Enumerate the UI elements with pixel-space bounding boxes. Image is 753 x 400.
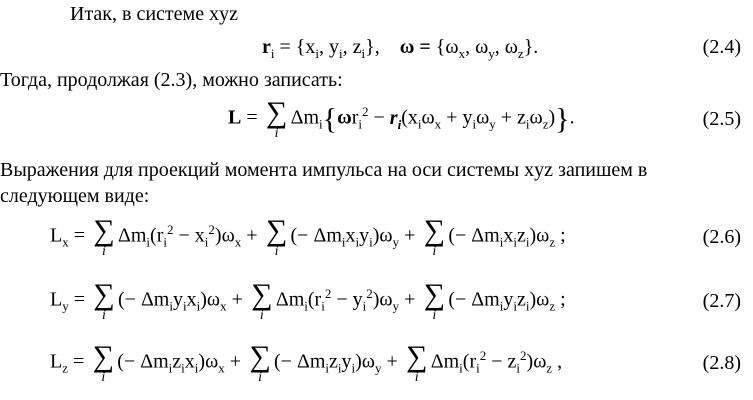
text-continue-line: Тогда, продолжая (2.3), можно записать: — [0, 69, 343, 91]
equation-2-5 — [0, 96, 753, 156]
summation-symbol: ∑ i — [93, 214, 115, 259]
equation-2-8-body: $L_z$ = ∑ i (− $\Delta m_iz_ix_i)\omega_x$ + ∑ i (− $\Delta m_iz_iy_i)\omega_y$ + ∑ i $\Delta m_i(r_i^2 - z_i^2)\omega_z$ , — [50, 340, 563, 385]
summation-symbol: ∑ i — [423, 214, 446, 259]
equation-2-6-body: $L_x$ = ∑ i $\Delta m_i(r_i^2 - x_i^2)\omega_x$ + ∑ i (− $\Delta m_ix_iy_i)\omega_y$ + ∑ i (− $\Delta m_ix_iz_i)\omega_z$ ; — [50, 214, 566, 259]
summation-symbol: ∑ i — [92, 340, 114, 385]
summation-symbol: ∑ i — [265, 214, 288, 259]
summation-symbol: ∑ i — [93, 278, 115, 323]
equation-2-7 — [0, 278, 753, 338]
text-form-line: следующем виде: — [0, 185, 150, 207]
summation-symbol: ∑ i — [265, 96, 288, 141]
summation-symbol: ∑ i — [251, 278, 273, 323]
equation-number: (2.4) — [702, 36, 741, 58]
equation-2-8 — [0, 340, 753, 400]
equation-2-7-body: $L_y$ = ∑ i (− $\Delta m_iy_ix_i)\omega_x$ + ∑ i $\Delta m_i(r_i^2 - y_i^2)\omega_y$ + ∑ i (− $\Delta m_iy_iz_i)\omega_z$ ; — [50, 278, 566, 323]
equation-number: (2.8) — [702, 352, 741, 374]
equation-number: (2.6) — [702, 226, 741, 248]
text-intro-line: Итак, в системе xyz — [70, 3, 238, 25]
equation-number: (2.7) — [702, 290, 741, 312]
summation-symbol: ∑ i — [423, 278, 446, 323]
summation-symbol: ∑ i — [406, 340, 428, 385]
equation-2-6 — [0, 214, 753, 274]
equation-number: (2.5) — [702, 108, 741, 130]
equation-2-4-body: $r_i = \{x_i$, $y_i$, $z_i$}, $\omega = \{\omega_x$, $\omega_y$, $\omega_z$}. — [262, 36, 539, 61]
text-projection-line: Выражения для проекций момента импульса на оси системы xyz запишем в — [0, 159, 648, 181]
summation-symbol: ∑ i — [249, 340, 271, 385]
equation-2-5-body: L = ∑ i $\Delta m_i\{\omega r_i^2 - r_i(x_i\omega_x + y_i\omega_y + z_i\omega_z)\}$. — [228, 96, 575, 141]
